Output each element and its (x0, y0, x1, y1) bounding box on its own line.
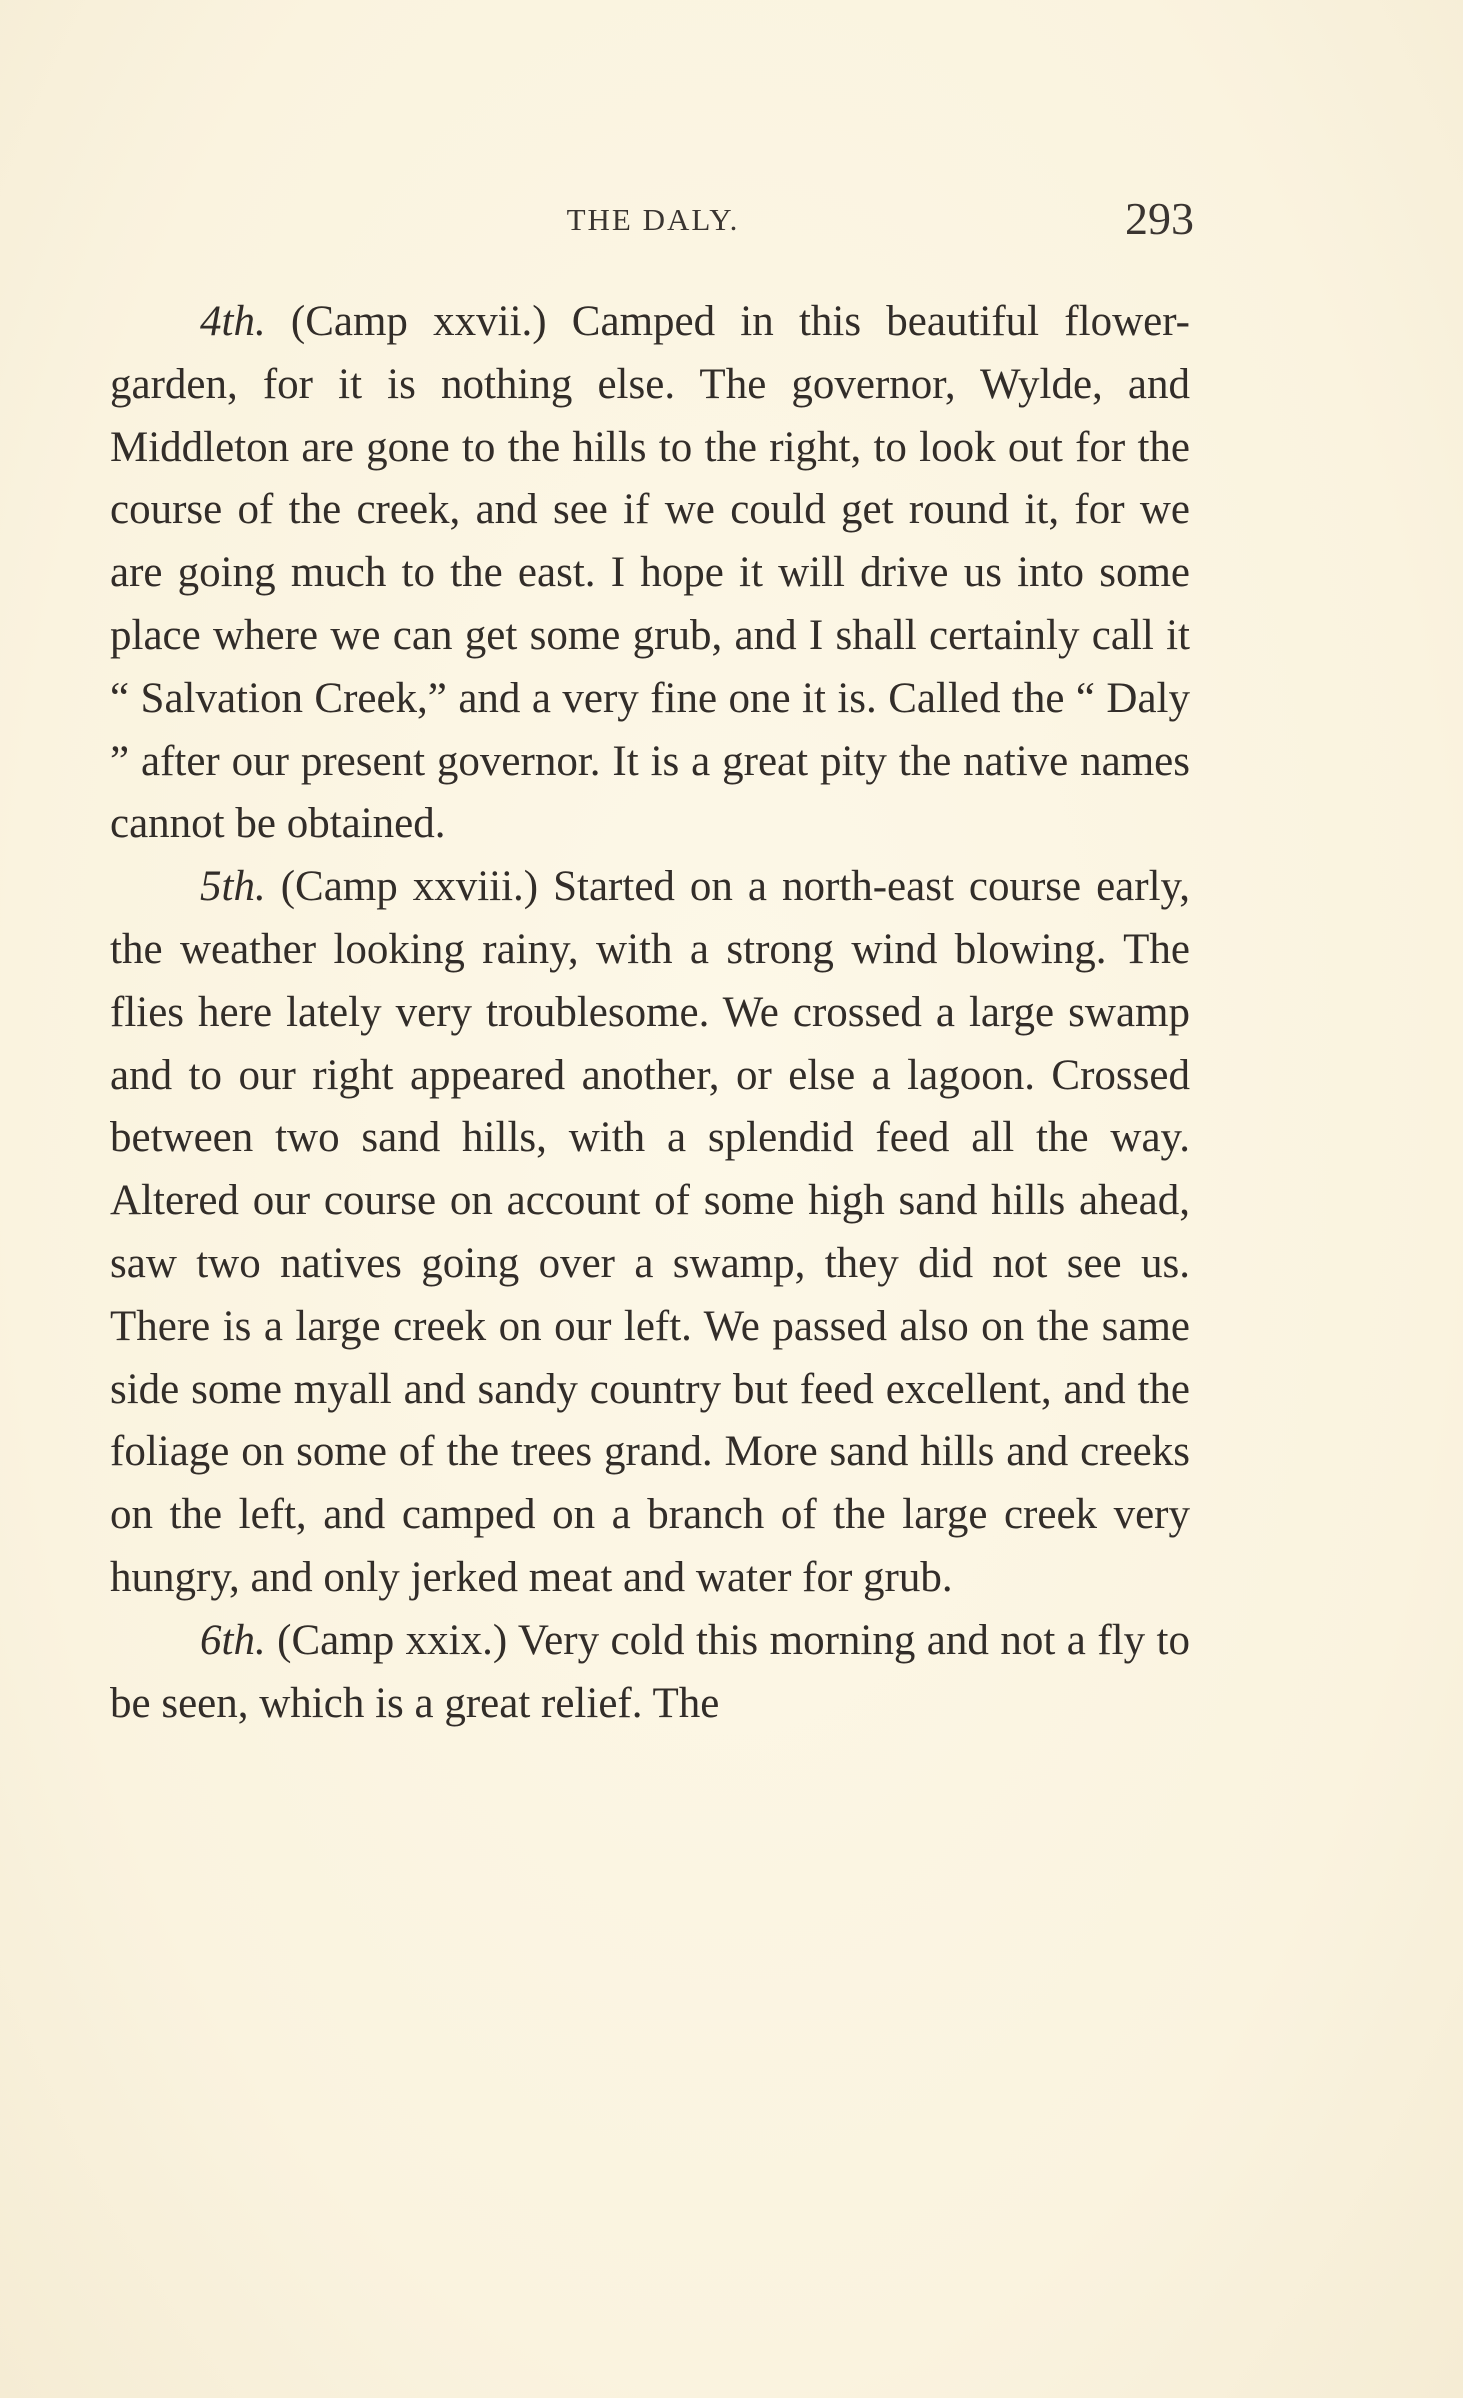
entry-text: (Camp xxix.) Very cold this morning and not a fly to be seen, which is a great relief. The (110, 1616, 1190, 1727)
entry-text: (Camp xxviii.) Started on a north-east course early, the weather looking rainy, with a strong wind blowing. The flies here lately very troublesome. We crossed a large swamp and to our right appeared another, or else a lagoon. Crossed between two sand hills, with a splendid feed all the way. Altered our course on account of some high sand hills ahead, saw two natives going over a swamp, they did not see us. There is a large creek on our left. We passed also on the same side some myall and sandy country but feed excellent, and the foliage on some of the trees grand. More sand hills and creeks on the left, and camped on a branch of the large creek very hungry, and only jerked meat and water for grub. (110, 863, 1190, 1601)
entry-date: 5th. (200, 863, 266, 911)
running-head (112, 192, 1194, 252)
paragraph-4th (110, 291, 1190, 856)
paragraph-6th (110, 1610, 1190, 1736)
entry-date: 6th. (200, 1616, 266, 1664)
paragraph-5th (110, 856, 1190, 1610)
entry-date: 4th. (200, 298, 266, 345)
body-text (110, 291, 1190, 1735)
page-number: 293 (1125, 193, 1194, 244)
entry-text: (Camp xxvii.) Camped in this beautiful flower-garden, for it is nothing else. The governor, Wylde, and Middleton are gone to the hills to the right, to look out for the course of the creek, and see if we could get round it, for we are going much to the east. I hope it will drive us into some place where we can get some grub, and I shall certainly call it “ Salvation Creek,” and a very fine one it is. Called the “ Daly ” after our present governor. It is a great pity the native names cannot be obtained. (110, 298, 1190, 848)
running-title: THE DALY. (566, 202, 740, 237)
